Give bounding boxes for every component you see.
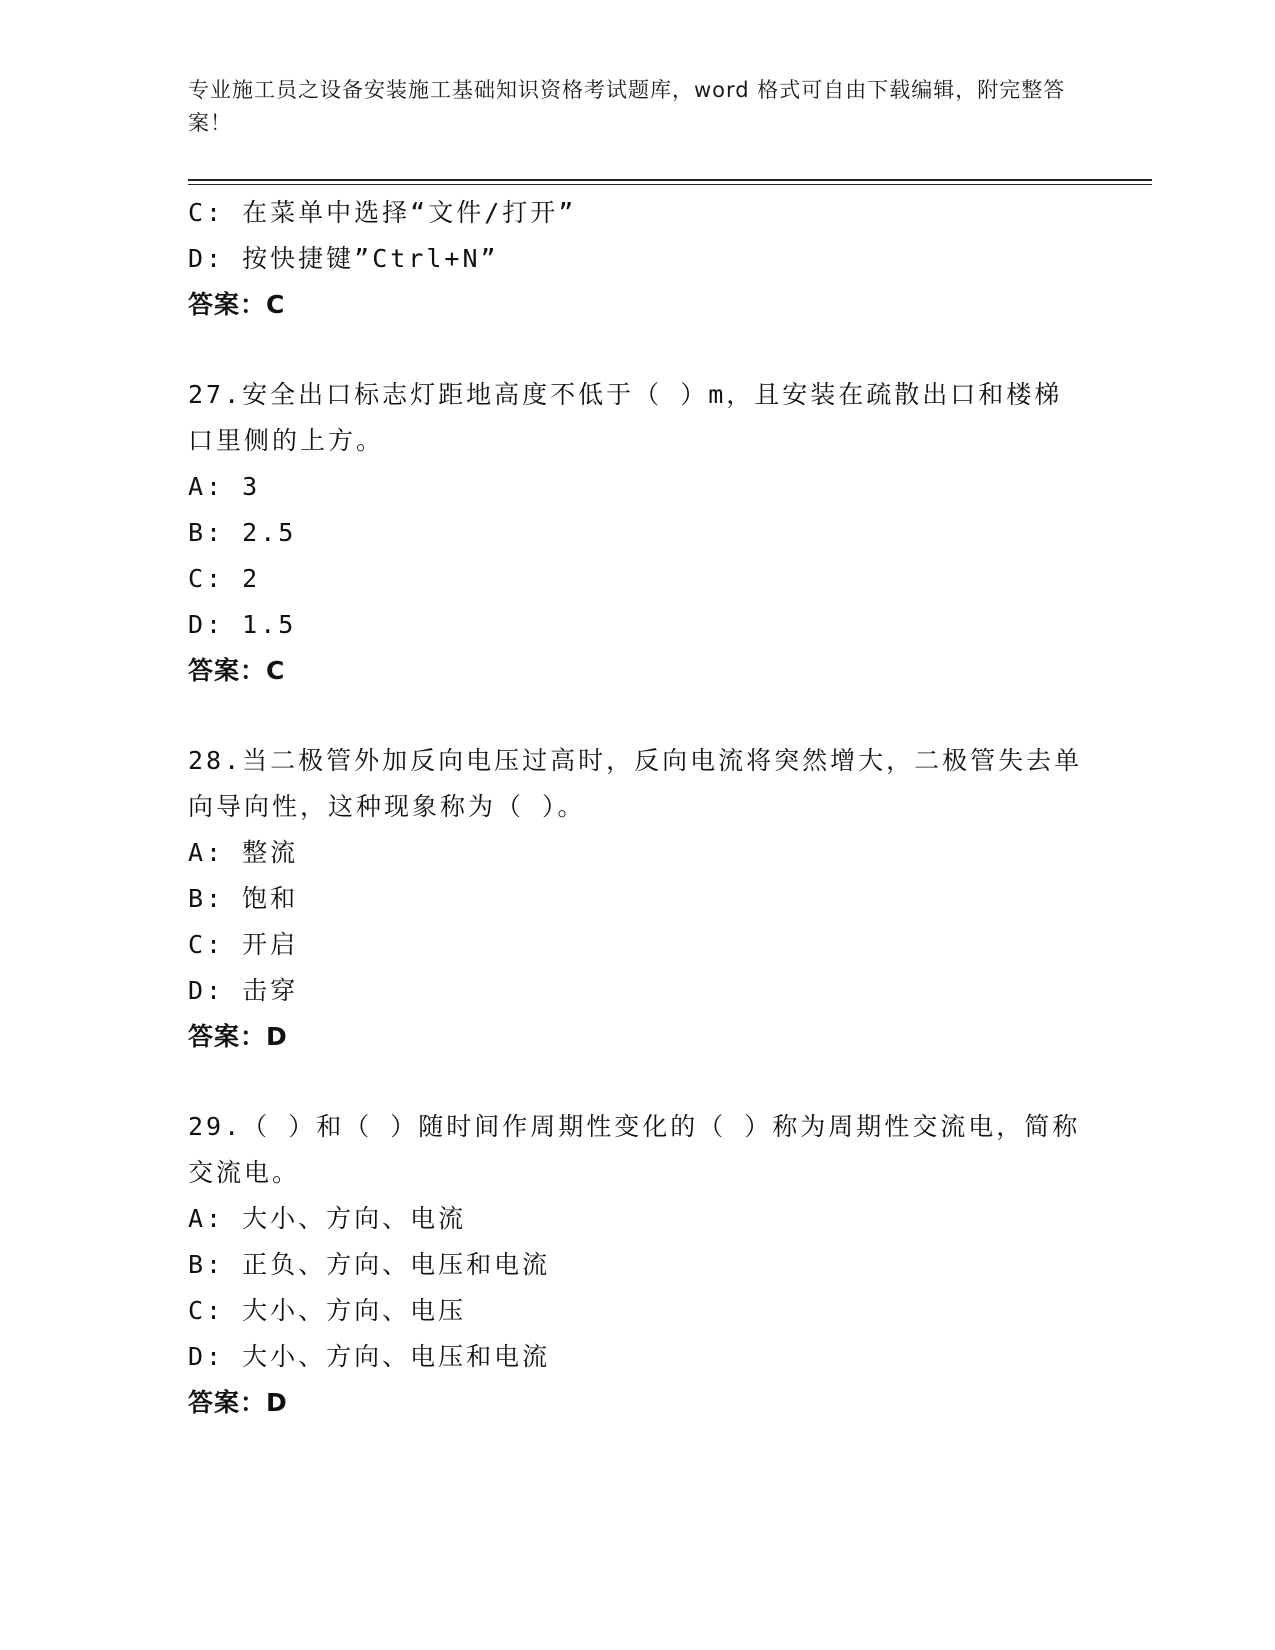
- option-d: D: 击穿: [188, 976, 299, 1005]
- question-text: 29.（ ）和（ ）随时间作周期性变化的（ ）称为周期性交流电，简称交流电。: [188, 1112, 1081, 1187]
- option-c: C: 2: [188, 564, 261, 593]
- question-28: [188, 738, 1088, 1060]
- option-b: B: 正负、方向、电压和电流: [188, 1250, 551, 1279]
- option-c: C: 开启: [188, 930, 299, 959]
- question-list: [188, 190, 1088, 1426]
- option-c: C: 在菜单中选择“文件/打开”: [188, 198, 577, 227]
- header-rule-thin: [188, 184, 1152, 185]
- question-text: 28.当二极管外加反向电压过高时，反向电流将突然增大，二极管失去单向导向性，这种现象称为（ ）。: [188, 746, 1083, 821]
- option-a: A: 整流: [188, 838, 299, 867]
- option-d: D: 大小、方向、电压和电流: [188, 1342, 551, 1371]
- answer-line: 答案：D: [188, 1022, 288, 1051]
- option-a: A: 大小、方向、电流: [188, 1204, 467, 1233]
- question-text: 27.安全出口标志灯距地高度不低于（ ）m，且安装在疏散出口和楼梯口里侧的上方。: [188, 380, 1063, 455]
- question-27: [188, 372, 1088, 694]
- header-rule-thick: [188, 179, 1152, 181]
- answer-line: 答案：C: [188, 290, 286, 319]
- option-b: B: 2.5: [188, 518, 297, 547]
- question-29: [188, 1104, 1088, 1426]
- question-continued: [188, 190, 1088, 328]
- document-header: 专业施工员之设备安装施工基础知识资格考试题库，word 格式可自由下载编辑，附完整答案！: [188, 78, 1066, 135]
- option-b: B: 饱和: [188, 884, 299, 913]
- answer-line: 答案：C: [188, 656, 286, 685]
- option-c: C: 大小、方向、电压: [188, 1296, 467, 1325]
- option-d: D: 按快捷键”Ctrl+N”: [188, 244, 499, 273]
- option-a: A: 3: [188, 472, 261, 501]
- answer-line: 答案：D: [188, 1388, 288, 1417]
- option-d: D: 1.5: [188, 610, 297, 639]
